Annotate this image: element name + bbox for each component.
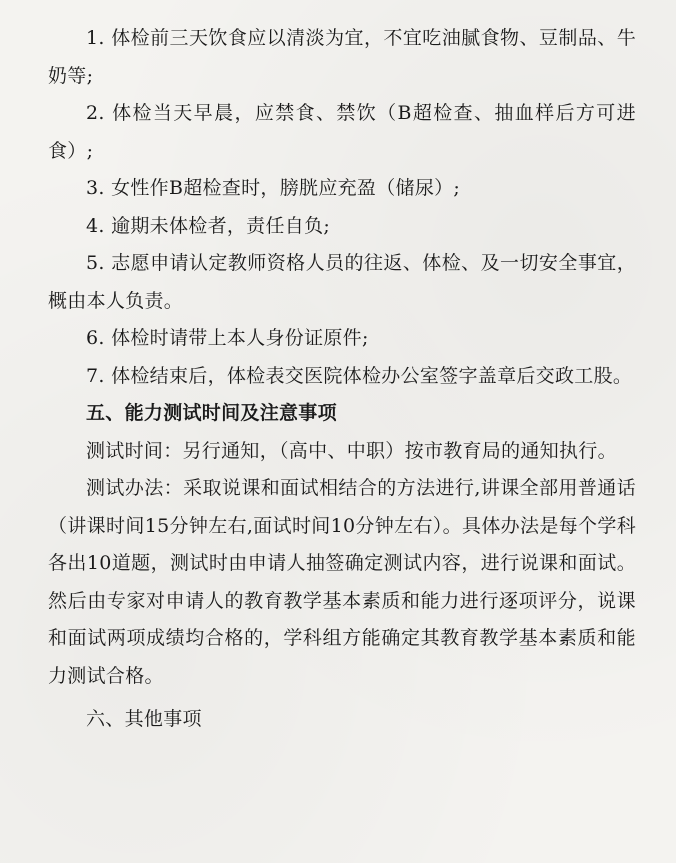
list-item: 2. 体检当天早晨，应禁食、禁饮（B超检查、抽血样后方可进食）; (48, 102, 636, 162)
document-body (48, 20, 636, 739)
section-heading-ability-test: 五、能力测试时间及注意事项 (86, 402, 337, 424)
list-item: 5. 志愿申请认定教师资格人员的往返、体检、及一切安全事宜，概由本人负责。 (48, 252, 636, 312)
test-time-paragraph: 测试时间：另行通知，（高中、中职）按市教育局的通知执行。 (86, 439, 617, 462)
list-item: 1. 体检前三天饮食应以清淡为宜，不宜吃油腻食物、豆制品、牛奶等; (48, 27, 636, 87)
list-item: 3. 女性作B超检查时，膀胱应充盈（储尿）; (86, 177, 461, 199)
test-method-paragraph: 测试办法：采取说课和面试相结合的方法进行,讲课全部用普通话（讲课时间15分钟左右,面试时间10分钟左右）。具体办法是每个学科各出10道题，测试时由申请人抽签确定测试内容，进行说课和面试。然后由专家对申请人的教育教学基本素质和能力进行逐项评分，说课和面试两项成绩均合格的，学科组方能确定其教育教学基本素质和能力测试合格。 (48, 477, 636, 687)
list-item: 6. 体检时请带上本人身份证原件; (86, 327, 369, 349)
list-item: 4. 逾期未体检者，责任自负; (86, 214, 331, 237)
section-heading-other-matters: 六、其他事项 (86, 708, 202, 730)
list-item: 7. 体检结束后，体检表交医院体检办公室签字盖章后交政工股。 (86, 364, 633, 387)
